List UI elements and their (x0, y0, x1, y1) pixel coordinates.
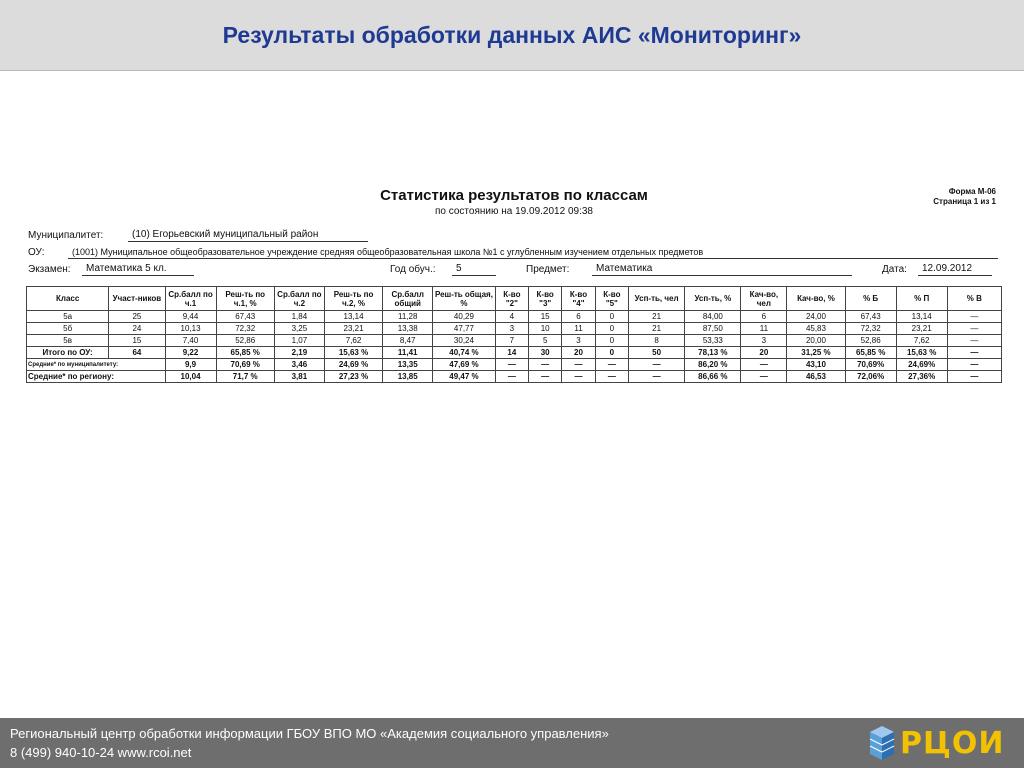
date-label: Дата: (882, 264, 907, 275)
table-cell: — (562, 371, 595, 383)
table-cell: 15,63 % (896, 347, 947, 359)
table-cell: 20,00 (787, 335, 845, 347)
table-cell: 20 (562, 347, 595, 359)
table-cell: 86,20 % (685, 359, 741, 371)
rcoi-logo-text: РЦОИ (900, 726, 1005, 761)
slide-header (0, 0, 1024, 71)
table-cell: 65,85 % (216, 347, 274, 359)
table-cell: 47,69 % (433, 359, 495, 371)
table-cell: 3,81 (274, 371, 324, 383)
table-cell: — (529, 359, 562, 371)
table-cell: 1,84 (274, 311, 324, 323)
table-cell: 9,44 (165, 311, 216, 323)
table-cell: 87,50 (685, 323, 741, 335)
table-cell: 6 (562, 311, 595, 323)
table-cell: 10,04 (165, 371, 216, 383)
report-subtitle: по состоянию на 19.09.2012 09:38 (435, 206, 593, 217)
table-cell: — (495, 371, 528, 383)
column-header: Кач-во, чел (741, 287, 787, 311)
table-cell: — (495, 359, 528, 371)
exam-value: Математика 5 кл. (82, 263, 194, 276)
column-header: Усп-ть, % (685, 287, 741, 311)
table-cell: 72,32 (216, 323, 274, 335)
subject-value: Математика (592, 263, 852, 276)
table-cell: 24,00 (787, 311, 845, 323)
region-average-row (27, 371, 1002, 383)
table-cell: 6 (741, 311, 787, 323)
table-cell: 3 (562, 335, 595, 347)
table-cell: 8 (629, 335, 685, 347)
table-cell: 4 (495, 311, 528, 323)
table-cell: — (947, 347, 1001, 359)
table-cell: 64 (109, 347, 165, 359)
table-cell: 30 (529, 347, 562, 359)
total-row (27, 347, 1002, 359)
column-header: Участ-ников (109, 287, 165, 311)
table-cell: 5 (529, 335, 562, 347)
table-cell: 10 (529, 323, 562, 335)
table-cell: 3,46 (274, 359, 324, 371)
table-cell: 13,14 (896, 311, 947, 323)
table-cell: 9,9 (165, 359, 216, 371)
table-cell: 25 (109, 311, 165, 323)
report-title: Статистика результатов по классам (380, 187, 648, 204)
table-cell: 70,69 % (216, 359, 274, 371)
table-cell: 67,43 (216, 311, 274, 323)
table-row (27, 335, 1002, 347)
table-cell: 27,36% (896, 371, 947, 383)
table-cell: 0 (595, 311, 628, 323)
table-cell: 70,69% (845, 359, 896, 371)
table-cell: 49,47 % (433, 371, 495, 383)
municipal-average-row (27, 359, 1002, 371)
table-cell: 43,10 (787, 359, 845, 371)
table-cell: 11,41 (383, 347, 433, 359)
table-cell: — (629, 371, 685, 383)
table-cell: — (741, 359, 787, 371)
column-header: % В (947, 287, 1001, 311)
column-header: % П (896, 287, 947, 311)
table-cell: 5в (27, 335, 109, 347)
table-cell: 78,13 % (685, 347, 741, 359)
table-cell: — (947, 335, 1001, 347)
table-cell: 20 (741, 347, 787, 359)
table-cell: 46,53 (787, 371, 845, 383)
table-cell: 13,85 (383, 371, 433, 383)
table-cell: 15,63 % (324, 347, 382, 359)
table-cell: — (947, 359, 1001, 371)
table-cell: 67,43 (845, 311, 896, 323)
table-cell: 10,13 (165, 323, 216, 335)
table-cell: 13,14 (324, 311, 382, 323)
table-cell: 5а (27, 311, 109, 323)
year-label: Год обуч.: (390, 264, 436, 275)
table-cell: 11,28 (383, 311, 433, 323)
table-cell: 45,83 (787, 323, 845, 335)
table-cell: 0 (595, 347, 628, 359)
slide-footer (0, 718, 1024, 768)
results-table (26, 286, 1002, 383)
table-cell: 40,74 % (433, 347, 495, 359)
table-cell: Итого по ОУ: (27, 347, 109, 359)
table-cell: 30,24 (433, 335, 495, 347)
table-cell: 53,33 (685, 335, 741, 347)
column-header: К-во "5" (595, 287, 628, 311)
table-cell: 2,19 (274, 347, 324, 359)
table-cell: — (947, 323, 1001, 335)
report-document (26, 183, 1002, 398)
table-cell: — (529, 371, 562, 383)
table-cell: 15 (529, 311, 562, 323)
table-cell: 84,00 (685, 311, 741, 323)
table-cell: 9,22 (165, 347, 216, 359)
table-cell: 31,25 % (787, 347, 845, 359)
column-header: Ср.балл по ч.1 (165, 287, 216, 311)
column-header: Реш-ть по ч.2, % (324, 287, 382, 311)
table-cell: 13,38 (383, 323, 433, 335)
table-cell: 0 (595, 323, 628, 335)
table-cell: 1,07 (274, 335, 324, 347)
table-cell: 5б (27, 323, 109, 335)
column-header: Усп-ть, чел (629, 287, 685, 311)
table-cell: 8,47 (383, 335, 433, 347)
slide-title: Результаты обработки данных АИС «Мониторинг» (222, 21, 802, 48)
column-header: Класс (27, 287, 109, 311)
municipality-value: (10) Егорьевский муниципальный район (128, 229, 368, 242)
table-cell: 24,69 % (324, 359, 382, 371)
table-cell: 72,32 (845, 323, 896, 335)
exam-label: Экзамен: (28, 264, 71, 275)
footer-contacts: 8 (499) 940-10-24 www.rcoi.net (10, 745, 192, 760)
table-cell: — (595, 371, 628, 383)
column-header: % Б (845, 287, 896, 311)
table-cell: 7,40 (165, 335, 216, 347)
table-cell: 52,86 (216, 335, 274, 347)
municipality-label: Муниципалитет: (28, 230, 104, 241)
table-cell: 3 (741, 335, 787, 347)
table-cell: 0 (595, 335, 628, 347)
column-header: К-во "2" (495, 287, 528, 311)
table-cell: 72,06% (845, 371, 896, 383)
table-cell: 65,85 % (845, 347, 896, 359)
year-value: 5 (452, 263, 496, 276)
table-cell: 47,77 (433, 323, 495, 335)
table-cell: 27,23 % (324, 371, 382, 383)
table-cell: 52,86 (845, 335, 896, 347)
table-cell: — (741, 371, 787, 383)
table-cell: 86,66 % (685, 371, 741, 383)
table-cell: 50 (629, 347, 685, 359)
form-reference (933, 187, 996, 207)
table-row (27, 323, 1002, 335)
table-row (27, 311, 1002, 323)
table-cell: 21 (629, 323, 685, 335)
table-cell: 11 (741, 323, 787, 335)
table-cell: 15 (109, 335, 165, 347)
rcoi-logo (866, 722, 1016, 764)
column-header: Ср.балл общий (383, 287, 433, 311)
table-cell: 7,62 (896, 335, 947, 347)
table-cell: 24 (109, 323, 165, 335)
column-header: К-во "3" (529, 287, 562, 311)
table-cell: — (562, 359, 595, 371)
subject-label: Предмет: (526, 264, 570, 275)
municipality-row (26, 229, 1002, 244)
table-cell: — (629, 359, 685, 371)
column-header: К-во "4" (562, 287, 595, 311)
ou-row (26, 246, 1002, 261)
date-value: 12.09.2012 (918, 263, 992, 276)
column-header: Кач-во, % (787, 287, 845, 311)
form-code: Форма М-06 (948, 187, 996, 196)
table-cell: 11 (562, 323, 595, 335)
table-cell: 23,21 (324, 323, 382, 335)
column-header: Реш-ть общая, % (433, 287, 495, 311)
table-cell: 14 (495, 347, 528, 359)
page-number: Страница 1 из 1 (933, 197, 996, 206)
ou-label: ОУ: (28, 247, 45, 258)
table-cell: 24,69% (896, 359, 947, 371)
table-cell: 3,25 (274, 323, 324, 335)
table-cell: 71,7 % (216, 371, 274, 383)
table-header-row (27, 287, 1002, 311)
table-cell: 21 (629, 311, 685, 323)
table-cell: 7 (495, 335, 528, 347)
table-cell: — (947, 311, 1001, 323)
table-cell: 40,29 (433, 311, 495, 323)
column-header: Реш-ть по ч.1, % (216, 287, 274, 311)
column-header: Ср.балл по ч.2 (274, 287, 324, 311)
table-cell: — (947, 371, 1001, 383)
ou-value: (1001) Муниципальное общеобразовательное учреждение средняя общеобразовательная школа №1 с углубленным изучением отдельных предметов (68, 246, 998, 259)
exam-row (26, 263, 1002, 278)
table-cell: Средние* по муниципалитету: (27, 359, 166, 371)
table-cell: — (595, 359, 628, 371)
table-cell: 13,35 (383, 359, 433, 371)
table-cell: 3 (495, 323, 528, 335)
table-cell: 7,62 (324, 335, 382, 347)
table-cell: Средние* по региону: (27, 371, 166, 383)
table-cell: 23,21 (896, 323, 947, 335)
footer-organization: Региональный центр обработки информации ГБОУ ВПО МО «Академия социального управления» (10, 726, 609, 741)
rcoi-logo-icon (866, 722, 900, 764)
